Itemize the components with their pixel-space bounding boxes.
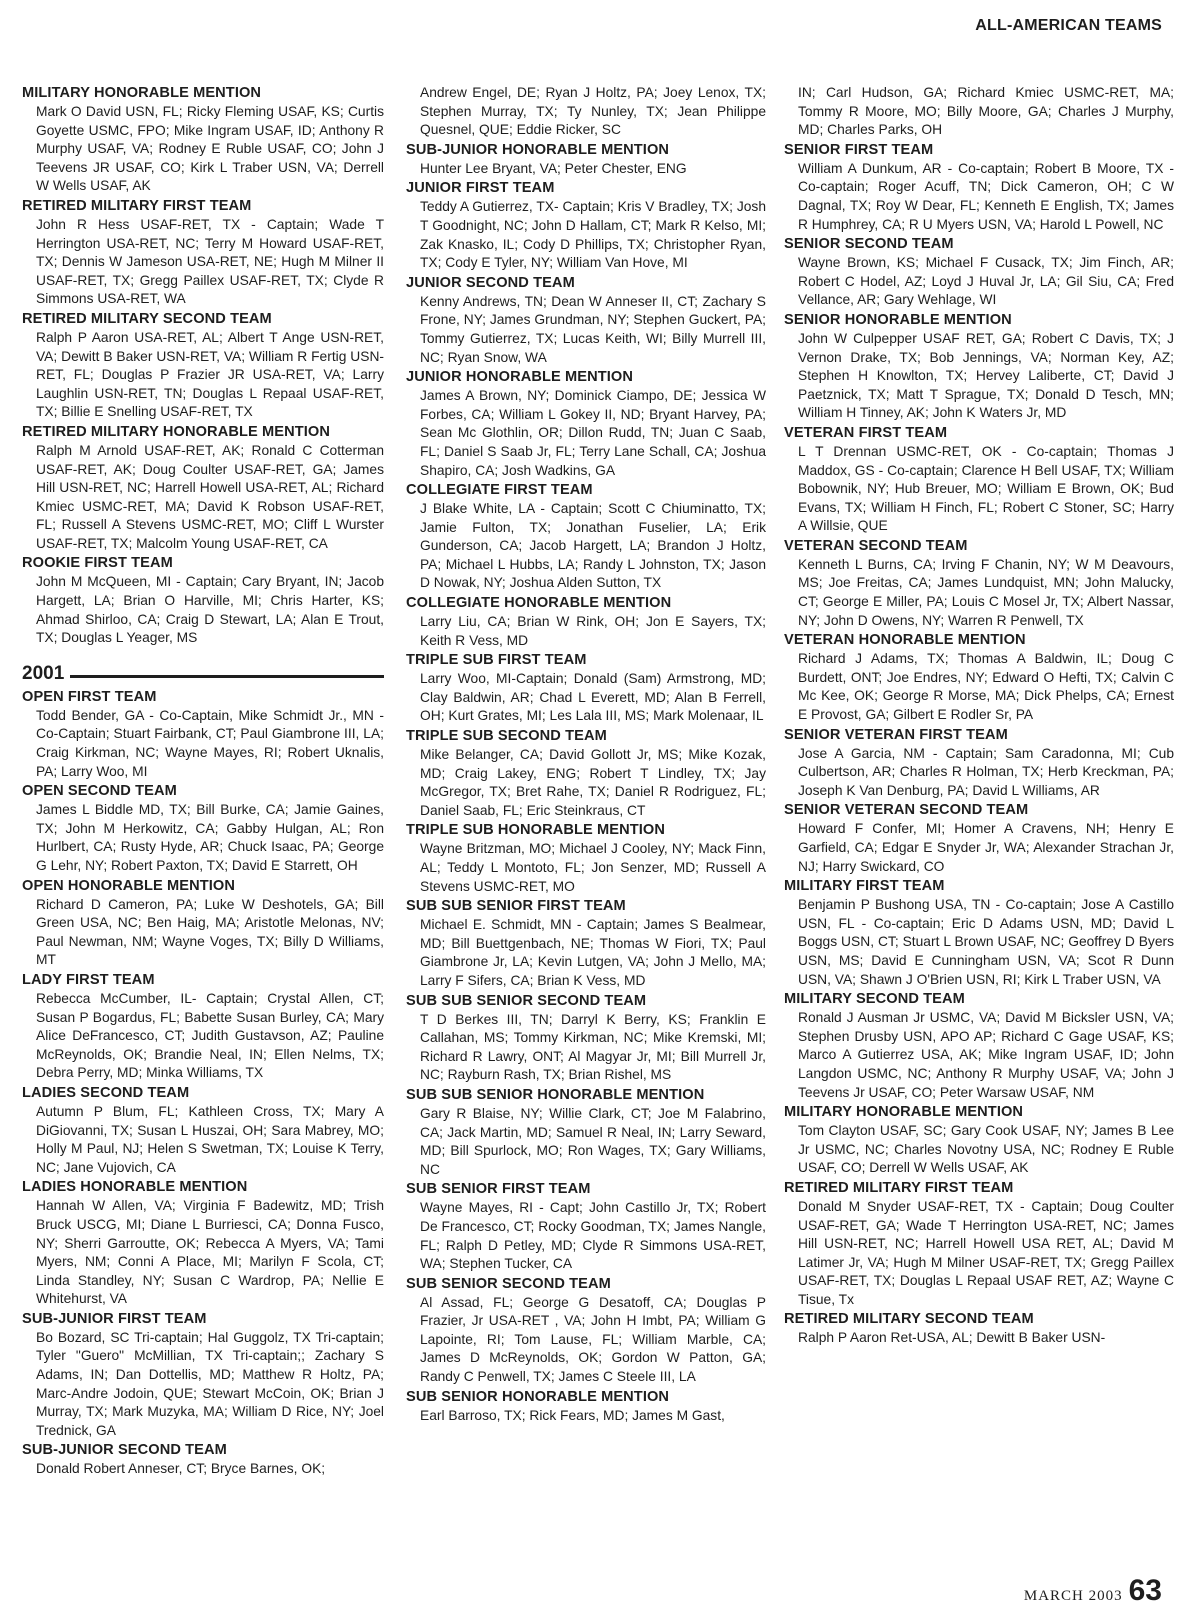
team-section [406,274,766,367]
team-section [406,481,766,593]
section-text: Ralph P Aaron Ret-USA, AL; Dewitt B Baker USN- [798,1330,1106,1346]
section-text: Earl Barroso, TX; Rick Fears, MD; James M Gast, [420,1407,725,1423]
section-heading: MILITARY HONORABLE MENTION [784,1104,1024,1121]
team-section [784,726,1174,801]
page-footer [1024,1576,1162,1606]
section-text: Benjamin P Bushong USA, TN - Co-captain; Jose A Castillo USN, FL - Co-captain; Eric D Adams USN, MD; David L Boggs USN, CT; Stuart L Brown USAF, NC; Geoffrey D Byers USN, MS; David E Cunningham USN, VA; Scot R Dunn USN, VA; Shawn J O'Brien USN, RI; Kirk L Traber USN, VA [798,897,1174,987]
section-heading: SUB SENIOR SECOND TEAM [406,1275,611,1292]
year-heading: 2001 [22,662,65,684]
section-text: Larry Woo, MI-Captain; Donald (Sam) Armstrong, MD; Clay Baldwin, AR; Chad L Everett, MD; Alan B Ferrell, OH; Kurt Grates, MI; Les Lala III, MS; Mark Molenaar, IL [420,671,766,724]
section-heading: SENIOR SECOND TEAM [784,236,954,253]
page-header-title: ALL-AMERICAN TEAMS [975,17,1162,34]
section-text: Andrew Engel, DE; Ryan J Holtz, PA; Joey Lenox, TX; Stephen Murray, TX; Ty Nunley, TX; Jean Philippe Quesnel, QUE; Eddie Ricker, SC [420,85,766,138]
section-text: Jose A Garcia, NM - Captain; Sam Caradonna, MI; Cub Culbertson, AR; Charles R Holman, TX; Herb Kreckman, PA; Joseph K Van Denburg, PA; David L Williams, AR [798,745,1174,798]
team-section [22,1178,384,1309]
team-section [406,179,766,272]
team-section [784,990,1174,1102]
section-text: John R Hess USAF-RET, TX - Captain; Wade T Herrington USA-RET, NC; Terry M Howard USAF-RET, TX; Dennis W Jameson USA-RET, NE; Hugh M Milner II USAF-RET, TX; Gregg Paillex USAF-RET, TX; Clyde R Simmons USA-RET, WA [36,216,384,307]
team-section [784,537,1174,630]
team-section [22,84,384,196]
section-heading: SENIOR FIRST TEAM [784,141,934,158]
team-section [406,594,766,650]
section-text: Kenneth L Burns, CA; Irving F Chanin, NY; W M Deavours, MS; Joe Freitas, CA; James Lundquist, MN; John Malucky, CT; George E Miller, PA; Louis C Mosel Jr, TX; Albert Nassar, NY; John D Owens, NY; Warren R Penwell, TX [798,556,1174,628]
section-heading: MILITARY SECOND TEAM [784,991,965,1008]
team-section [22,782,384,875]
section-heading: LADY FIRST TEAM [22,971,155,988]
column-1 [22,84,384,1480]
section-heading: RETIRED MILITARY SECOND TEAM [784,1311,1034,1328]
section-text: Richard J Adams, TX; Thomas A Baldwin, IL; Doug C Burdett, ONT; Joe Endres, NY; Edward O Hefti, TX; Calvin C Mc Kee, OK; George R Morse, MA; Dick Phelps, CA; Ernest E Provost, GA; Gilbert E Rodler Sr, PA [798,651,1174,723]
section-text: William A Dunkum, AR - Co-captain; Robert B Moore, TX - Co-captain; Roger Acuff, TN; Dick Cameron, OH; C W Dagnal, TX; Roy W Dear, FL; Kenneth E English, TX; James R Humphrey, CA; R U Myers USN, VA; Harold L Powell, NC [798,160,1174,232]
section-heading: VETERAN SECOND TEAM [784,537,968,554]
section-text: IN; Carl Hudson, GA; Richard Kmiec USMC-RET, MA; Tommy R Moore, MO; Billy Moore, GA; Charles J Murphy, MD; Charles Parks, OH [798,85,1174,138]
section-heading: SUB SUB SENIOR HONORABLE MENTION [406,1086,705,1103]
team-section [784,1103,1174,1178]
year-divider [22,663,384,685]
team-section [406,1275,766,1387]
section-text: Ralph M Arnold USAF-RET, AK; Ronald C Cotterman USAF-RET, AK; Doug Coulter USAF-RET, GA; James Hill USN-RET, NC; Harrell Howell USA-RET, AL; Richard Kmiec USMC-RET, MA; David K Robson USAF-RET, FL; Russell A Stevens USMC-RET, MO; Cliff L Wurster USAF-RET, TX; Malcolm Young USAF-RET, CA [36,442,384,551]
team-section [406,821,766,896]
section-text: Howard F Confer, MI; Homer A Cravens, NH; Henry E Garfield, CA; Edgar E Snyder Jr, WA; Alexander Strachan Jr, NJ; Harry Swickard, CO [798,821,1174,874]
section-heading: VETERAN FIRST TEAM [784,424,948,441]
section-text: Larry Liu, CA; Brian W Rink, OH; Jon E Sayers, TX; Keith R Vess, MD [420,614,766,648]
team-section [22,197,384,309]
section-heading: SENIOR VETERAN SECOND TEAM [784,802,1029,819]
section-text: John M McQueen, MI - Captain; Cary Bryant, IN; Jacob Hargett, LA; Brian O Harville, MI; Chris Harter, KS; Ahmad Shirloo, CA; Craig D Stewart, LA; Alan E Trout, TX; Douglas L Yeager, MS [36,574,384,646]
section-heading: SUB SUB SENIOR FIRST TEAM [406,898,626,915]
section-heading: VETERAN HONORABLE MENTION [784,632,1026,649]
section-text: Al Assad, FL; George G Desatoff, CA; Douglas P Frazier, Jr USA-RET , VA; John H Imbt, PA; William G Lapointe, RI; Tom Lause, FL; William Marble, CA; James D McReynolds, OK; Gordon W Patton, GA; Randy C Penwell, TX; James C Steele III, LA [420,1294,766,1385]
team-section [406,727,766,820]
team-section [406,1388,766,1426]
team-section [22,1310,384,1441]
section-text: Richard D Cameron, PA; Luke W Deshotels, GA; Bill Green USA, NC; Ben Haig, MA; Aristotle Melonas, NV; Paul Newman, NM; Wayne Voges, TX; Billy D Williams, MT [36,896,384,968]
column-3 [784,84,1174,1349]
team-section [784,311,1174,423]
team-section [406,651,766,726]
section-heading: RETIRED MILITARY SECOND TEAM [22,310,272,327]
section-text: Autumn P Blum, FL; Kathleen Cross, TX; Mary A DiGiovanni, TX; Susan L Huszai, OH; Sara Mabrey, MO; Holly M Paul, NJ; Helen S Swetman, TX; Louise K Terry, NC; Jane Vujovich, CA [36,1103,384,1175]
section-heading: COLLEGIATE FIRST TEAM [406,482,593,499]
team-section [22,688,384,781]
team-section [406,897,766,990]
section-heading: LADIES SECOND TEAM [22,1084,190,1101]
section-heading: TRIPLE SUB HONORABLE MENTION [406,822,666,839]
section-heading: RETIRED MILITARY FIRST TEAM [784,1179,1014,1196]
section-text: Todd Bender, GA - Co-Captain, Mike Schmidt Jr., MN - Co-Captain; Stuart Fairbank, CT; Paul Giambrone III, LA; Craig Kirkman, NC; Wayne Mayes, RI; Robert Uknalis, PA; Larry Woo, MI [36,707,384,779]
section-heading: TRIPLE SUB FIRST TEAM [406,652,587,669]
section-text: Ronald J Ausman Jr USMC, VA; David M Bicksler USN, VA; Stephen Drusby USN, APO AP; Richard C Gage USAF, KS; Marco A Gutierrez USA, AK; Mike Ingram USAF, ID; John Langdon USMC, NC; Anthony R Murphy USAF, VA; John J Teevens Jr USAF, CO; Peter Warsaw USAF, NM [798,1010,1174,1100]
team-section [22,554,384,647]
team-section [22,971,384,1083]
section-heading: SUB SENIOR FIRST TEAM [406,1181,591,1198]
column-2 [406,84,766,1426]
page-number: 63 [1128,1574,1162,1607]
team-section [784,801,1174,876]
section-text: L T Drennan USMC-RET, OK - Co-captain; Thomas J Maddox, GS - Co-captain; Clarence H Bell USAF, TX; William Bobownik, NY; Hub Breuer, MO; William E Brown, OK; Bud Evans, TX; William H Finch, FL; Robert C Stoner, SC; Harry A Willsie, QUE [798,443,1174,534]
team-section [406,1180,766,1273]
section-text: James L Biddle MD, TX; Bill Burke, CA; Jamie Gaines, TX; John M Herkowitz, CA; Gabby Hulgan, AL; Ron Hurlbert, CA; Rusty Hyde, AR; Chuck Isaac, PA; George G Lehr, NY; Robert Paxton, TX; David E Starrett, OH [36,802,384,873]
section-text: T D Berkes III, TN; Darryl K Berry, KS; Franklin E Callahan, MS; Tommy Kirkman, NC; Mike Kremski, MI; Richard R Lawry, ONT; Al Magyar Jr, MI; Bill Murrell Jr, NC; Rayburn Rash, TX; Brian Rishel, MS [420,1011,766,1083]
section-text: J Blake White, LA - Captain; Scott C Chiuminatto, TX; Jamie Fulton, TX; Jonathan Fuselier, LA; Erik Gunderson, CA; Jacob Hargett, LA; Brandon J Holtz, PA; Michael L Hubbs, LA; Randy L Johnston, TX; Jason D Nowak, NY; Joshua Alden Sutton, TX [420,501,766,591]
section-text: Mark O David USN, FL; Ricky Fleming USAF, KS; Curtis Goyette USMC, FPO; Mike Ingram USAF, ID; Anthony R Murphy USAF, VA; Rodney E Ruble USAF, CO; John J Teevens JR USAF, CO; Kirk L Traber USN, VA; Derrell W Wells USAF, AK [36,104,384,194]
team-section [784,1179,1174,1310]
section-text: John W Culpepper USAF RET, GA; Robert C Davis, TX; J Vernon Drake, TX; Bob Jennings, VA; Norman Key, AZ; Stephen H Knowlton, TX; Hervey Laliberte, CT; David J Paetznick, TX; Matt T Sprague, TX; Donald D Tesch, MN; William H Tinney, AK; John K Waters Jr, MD [798,330,1174,421]
team-section [22,877,384,970]
section-text: Donald M Snyder USAF-RET, TX - Captain; Doug Coulter USAF-RET, GA; Wade T Herrington USA-RET, NC; James Hill USN-RET, NC; Harrell Howell USA RET, AL; David M Latimer Jr, VA; Hugh M Milner USAF-RET, TX; Gregg Paillex USAF-RET, TX; Douglas L Repaal USAF RET, AZ; Wayne C Tisue, Tx [798,1198,1174,1307]
section-heading: JUNIOR SECOND TEAM [406,274,575,291]
section-heading: SENIOR HONORABLE MENTION [784,311,1012,328]
section-text: Rebecca McCumber, IL- Captain; Crystal Allen, CT; Susan P Bogardus, FL; Babette Susan Burley, CA; Mary Alice DeFrancesco, CT; Judith Gustavson, AZ; Pauline McReynolds, OK; Brandie Neal, IN; Ellen Nelms, TX; Debra Perry, MD; Minka Williams, TX [36,990,384,1081]
section-heading: JUNIOR HONORABLE MENTION [406,369,633,386]
section-heading: JUNIOR FIRST TEAM [406,180,555,197]
section-text: Kenny Andrews, TN; Dean W Anneser II, CT; Zachary S Frone, NY; James Grundman, NY; Stephen Guckert, PA; Tommy Gutierrez, TX; Lucas Keith, WI; Billy Murrell III, NC; Ryan Snow, WA [420,293,766,365]
section-heading: RETIRED MILITARY HONORABLE MENTION [22,423,330,440]
section-heading: MILITARY FIRST TEAM [784,878,945,895]
section-text: Teddy A Gutierrez, TX- Captain; Kris V Bradley, TX; Josh T Goodnight, NC; John D Hallam, CT; Mark R Kelso, MI; Zak Knasko, IL; Cody D Phillips, TX; Christopher Ryan, TX; Cody E Tyler, NY; William Van Hove, MI [420,199,766,271]
team-section [406,992,766,1085]
section-heading: SUB-JUNIOR SECOND TEAM [22,1442,227,1459]
team-section [22,1084,384,1177]
section-heading: SUB-JUNIOR FIRST TEAM [22,1310,207,1327]
section-heading: SENIOR VETERAN FIRST TEAM [784,726,1008,743]
team-section [22,1441,384,1479]
team-section [784,235,1174,310]
section-heading: OPEN HONORABLE MENTION [22,877,236,894]
section-heading: SUB SENIOR HONORABLE MENTION [406,1388,670,1405]
section-heading: ROOKIE FIRST TEAM [22,555,173,572]
section-text: Michael E. Schmidt, MN - Captain; James S Bealmear, MD; Bill Buettgenbach, NE; Thomas W Fiori, TX; Paul Giambrone Jr, LA; Kevin Lutgen, VA; John J Mello, MA; Larry F Sifers, CA; Brian K Vess, MD [420,917,766,988]
section-text: Gary R Blaise, NY; Willie Clark, CT; Joe M Falabrino, CA; Jack Martin, MD; Samuel R Neal, IN; Larry Seward, MD; Bill Spurlock, MO; Ron Wages, TX; Gary Williams, NC [420,1105,766,1177]
issue-date: MARCH 2003 [1023,1588,1123,1604]
section-text: Hannah W Allen, VA; Virginia F Badewitz, MD; Trish Bruck USCG, MI; Diane L Burriesci, CA; Donna Fusco, NY; Sherri Garroutte, OK; Rebecca A Myers, VA; Tami Myers, NM; Conni A Place, MI; Marilyn F Scola, CT; Linda Standley, NY; Susan C Wardrop, PA; Nellie E Whitehurst, VA [36,1198,384,1307]
section-text: Bo Bozard, SC Tri-captain; Hal Guggolz, TX Tri-captain; Tyler "Guero" McMillian, TX Tri-captain;; Zachary S Adams, IN; Dan Dottellis, MD; Matthew R Holtz, PA; Marc-Andre Jodoin, QUE; Stewart McCoin, OK; Brian J Murray, TX; Mark Muzyka, MA; William D Rice, NY; Joel Trednick, GA [36,1329,384,1438]
team-section [22,423,384,554]
section-text: Wayne Brown, KS; Michael F Cusack, TX; Jim Finch, AR; Robert C Hodel, AZ; Loyd J Huval Jr, LA; Gil Siu, CA; Fred Vellance, AR; Gary Wehlage, WI [798,255,1174,308]
year-rule [70,675,384,678]
team-section [406,1086,766,1179]
section-heading: RETIRED MILITARY FIRST TEAM [22,197,252,214]
team-section [784,877,1174,989]
section-heading: TRIPLE SUB SECOND TEAM [406,728,607,745]
team-section-continued [406,84,766,140]
team-section-continued [784,84,1174,140]
team-section [784,424,1174,536]
section-heading: OPEN SECOND TEAM [22,783,177,800]
team-section [406,141,766,179]
section-text: Donald Robert Anneser, CT; Bryce Barnes, OK; [36,1461,326,1477]
team-section [784,631,1174,724]
team-section [784,1310,1174,1348]
section-text: Wayne Mayes, RI - Capt; John Castillo Jr, TX; Robert De Francesco, CT; Rocky Goodman, TX; James Nangle, FL; Ralph D Petley, MD; Clyde R Simmons USA-RET, WA; Stephen Tucker, CA [420,1200,766,1272]
section-text: Hunter Lee Bryant, VA; Peter Chester, ENG [420,160,687,176]
section-heading: MILITARY HONORABLE MENTION [22,85,262,101]
team-section [784,141,1174,234]
section-text: Ralph P Aaron USA-RET, AL; Albert T Ange USN-RET, VA; Dewitt B Baker USN-RET, VA; William R Fertig USN-RET, FL; Douglas P Frazier JR USA-RET, VA; Larry Laughlin USN-RET, TN; Douglas L Repaal USAF-RET, TX; Billie E Snelling USAF-RET, TX [36,329,384,420]
team-section [22,310,384,422]
team-section [406,368,766,480]
section-heading: SUB SUB SENIOR SECOND TEAM [406,992,647,1009]
section-heading: COLLEGIATE HONORABLE MENTION [406,595,672,612]
section-text: James A Brown, NY; Dominick Ciampo, DE; Jessica W Forbes, CA; William L Gokey II, ND; Bryant Harvey, PA; Sean Mc Glothlin, OR; Dillon Rudd, TN; Juan C Saab, FL; Daniel S Saab Jr, FL; Terry Lane Schall, CA; Joshua Shapiro, CA; Josh Wadkins, GA [420,388,766,478]
section-text: Wayne Britzman, MO; Michael J Cooley, NY; Mack Finn, AL; Teddy L Montoto, FL; Jon Senzer, MD; Russell A Stevens USMC-RET, MO [420,841,766,894]
section-text: Mike Belanger, CA; David Gollott Jr, MS; Mike Kozak, MD; Craig Lakey, ENG; Robert T Lindley, TX; Jay McGregor, TX; Bret Rahe, TX; Daniel R Rodriguez, FL; Daniel Saab, FL; Eric Steinkraus, CT [420,747,766,818]
section-heading: OPEN FIRST TEAM [22,688,157,705]
section-heading: SUB-JUNIOR HONORABLE MENTION [406,141,670,158]
section-heading: LADIES HONORABLE MENTION [22,1179,248,1196]
section-text: Tom Clayton USAF, SC; Gary Cook USAF, NY; James B Lee Jr USMC, NC; Charles Novotny USA, NC; Rodney E Ruble USAF, CO; Derrell W Wells USAF, AK [798,1123,1174,1176]
